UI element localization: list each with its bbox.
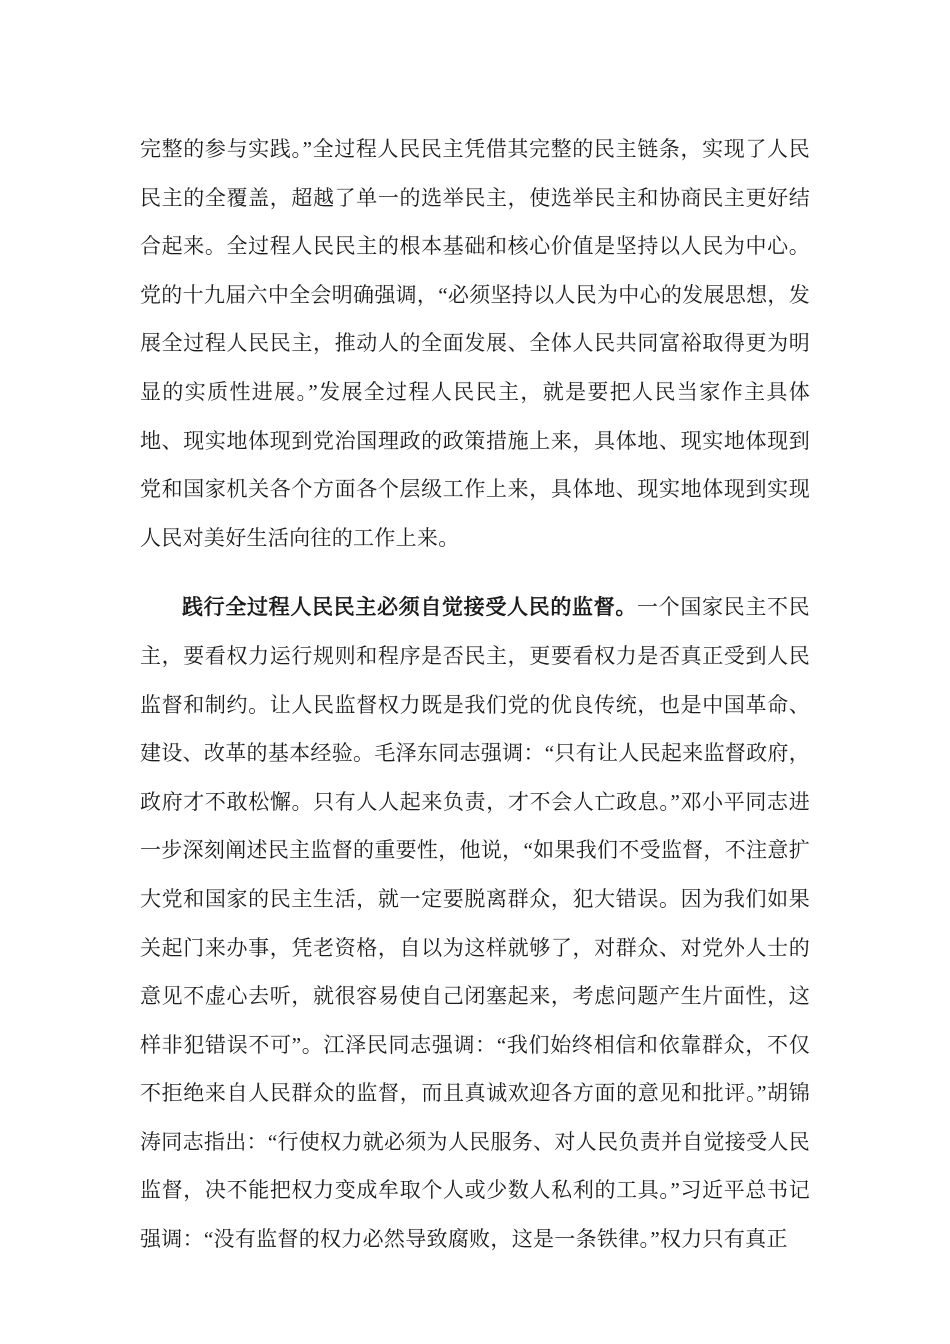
paragraph-text: 一个国家民主不民主，要看权力运行规则和程序是否民主，更要看权力是否真正受到人民监督和制约。让人民监督权力既是我们党的优良传统，也是中国革命、建设、改革的基本经验。毛泽东同志强调：“只有让人民起来监督政府，政府才不敢松懈。只有人人起来负责，才不会人亡政息。”邓小平同志进一步深刻阐述民主监督的重要性，他说，“如果我们不受监督，不注意扩大党和国家的民主生活，就一定要脱离群众，犯大错误。因为我们如果关起门来办事，凭老资格，自以为这样就够了，对群众、对党外人士的意见不虚心去听，就很容易使自己闭塞起来，考虑问题产生片面性，这样非犯错误不可”。江泽民同志强调：“我们始终相信和依靠群众，不仅不拒绝来自人民群众的监督，而且真诚欢迎各方面的意见和批评。”胡锦涛同志指出：“行使权力就必须为人民服务、对人民负责并自觉接受人民监督，决不能把权力变成牟取个人或少数人私利的工具。”习近平总书记强调：“没有监督的权力必然导致腐败，这是一条铁律。”权力只有真正 xyxy=(140,595,810,1252)
paragraph-bold-lead: 践行全过程人民民主必须自觉接受人民的监督。 xyxy=(182,595,638,620)
paragraph-continuation xyxy=(140,125,810,562)
paragraph-text: 完整的参与实践。”全过程人民民主凭借其完整的民主链条，实现了人民民主的全覆盖，超越了单一的选举民主，使选举民主和协商民主更好结合起来。全过程人民民主的根本基础和核心价值是坚持以人民为中心。党的十九届六中全会明确强调，“必须坚持以人民为中心的发展思想，发展全过程人民民主，推动人的全面发展、全体人民共同富裕取得更为明显的实质性进展。”发展全过程人民民主，就是要把人民当家作主具体地、现实地体现到党治国理政的政策措施上来，具体地、现实地体现到党和国家机关各个方面各个层级工作上来，具体地、现实地体现到实现人民对美好生活向往的工作上来。 xyxy=(140,137,810,550)
paragraph-supervision xyxy=(140,583,810,1263)
